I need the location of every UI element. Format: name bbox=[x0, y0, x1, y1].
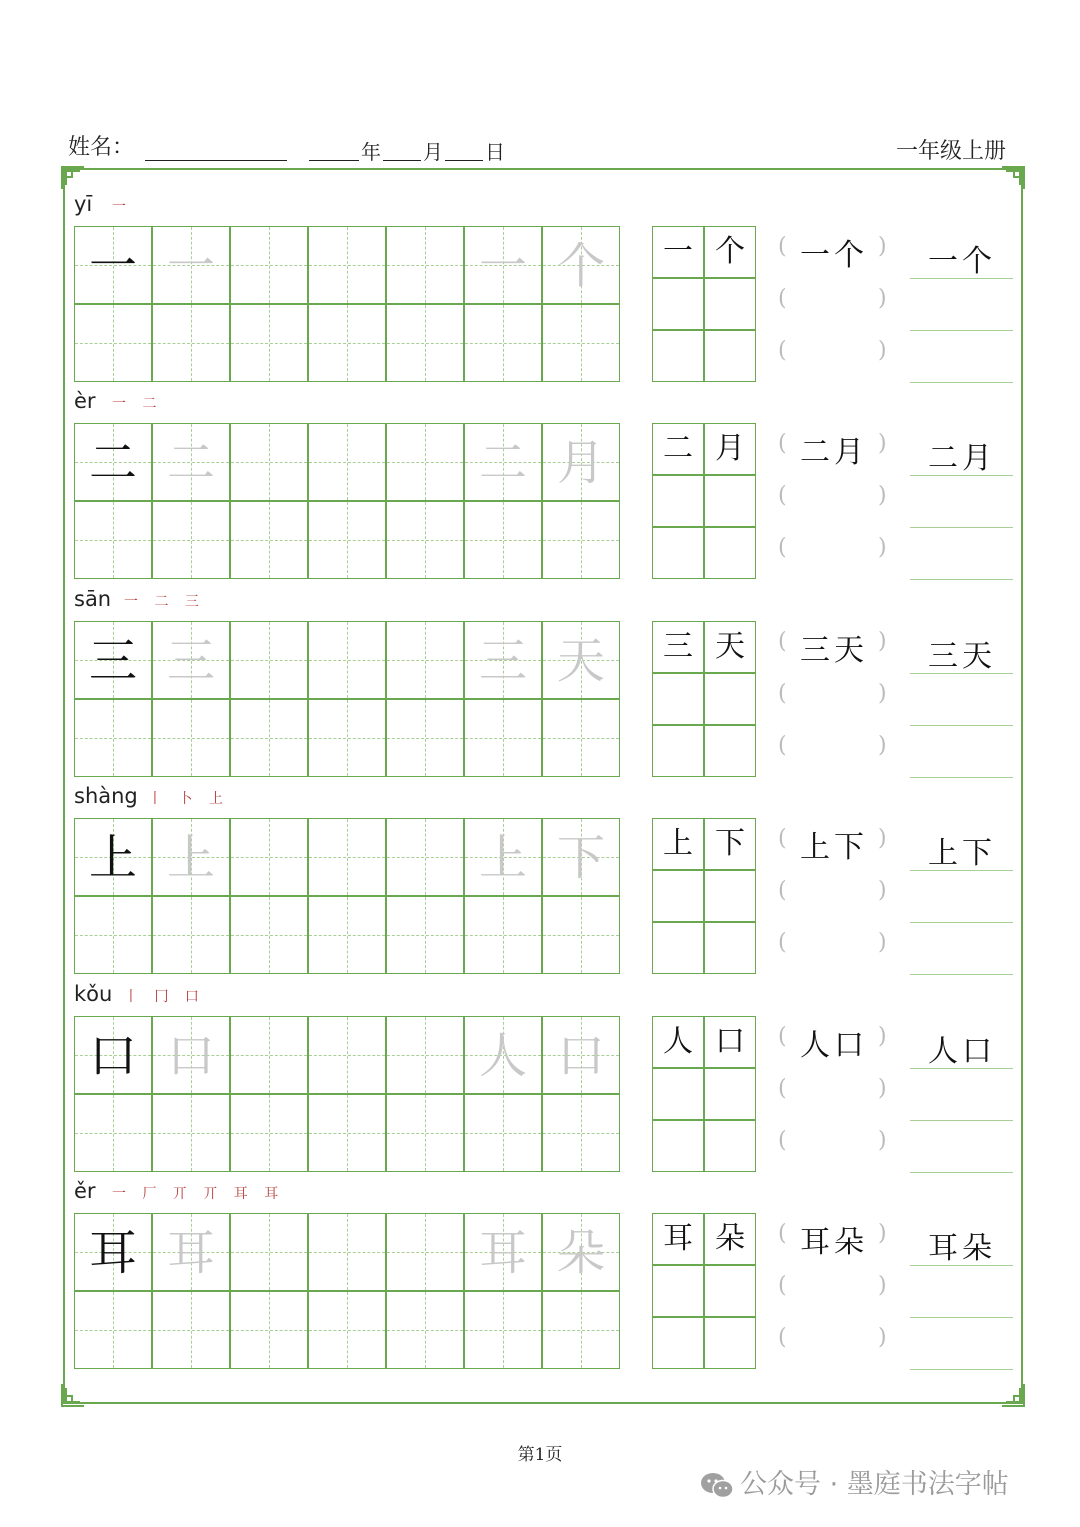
practice-cell[interactable] bbox=[464, 1094, 542, 1172]
cell-guide-horizontal bbox=[231, 857, 307, 858]
cell-guide-horizontal bbox=[231, 1330, 307, 1331]
model-character: 一 bbox=[88, 238, 137, 294]
cell-guide-horizontal bbox=[387, 1055, 463, 1056]
stroke-order: 一 厂 丌 丌 耳 耳 bbox=[112, 1186, 285, 1202]
paren-left: ( bbox=[778, 1273, 787, 1298]
cell-guide-horizontal bbox=[309, 1252, 385, 1253]
word-cell[interactable] bbox=[704, 330, 756, 382]
cell-guide-horizontal bbox=[465, 738, 541, 739]
word-cell[interactable] bbox=[652, 527, 704, 579]
paren-left: ( bbox=[778, 286, 787, 311]
practice-cell[interactable] bbox=[308, 304, 386, 382]
paren-left: ( bbox=[778, 878, 787, 903]
trace-word-first: 二 bbox=[478, 435, 527, 491]
cell-guide-horizontal bbox=[387, 462, 463, 463]
cell-guide-horizontal bbox=[231, 343, 307, 344]
paren-word: 三天 bbox=[800, 633, 868, 668]
word-cell[interactable] bbox=[704, 725, 756, 777]
cell-guide-horizontal bbox=[543, 935, 619, 936]
cell-guide-horizontal bbox=[387, 265, 463, 266]
practice-cell[interactable] bbox=[230, 1094, 308, 1172]
word-cell[interactable] bbox=[704, 673, 756, 725]
trace-word-second: 下 bbox=[556, 830, 605, 886]
cell-guide-horizontal bbox=[231, 935, 307, 936]
month-field[interactable] bbox=[383, 140, 421, 161]
word-cell[interactable] bbox=[652, 922, 704, 974]
cell-guide-horizontal bbox=[153, 1133, 229, 1134]
practice-cell[interactable] bbox=[308, 896, 386, 974]
writing-line[interactable] bbox=[910, 673, 1013, 674]
watermark bbox=[700, 1462, 1009, 1501]
cell-guide-horizontal bbox=[387, 1252, 463, 1253]
paren-right: ) bbox=[878, 1221, 887, 1246]
paren-right: ) bbox=[878, 483, 887, 508]
line-word: 三天 bbox=[928, 639, 996, 674]
paren-right: ) bbox=[878, 234, 887, 259]
month-label: 月 bbox=[423, 140, 443, 164]
practice-cell[interactable] bbox=[308, 423, 386, 501]
practice-cell[interactable] bbox=[542, 699, 620, 777]
writing-line[interactable] bbox=[910, 579, 1013, 580]
practice-cell[interactable] bbox=[308, 1094, 386, 1172]
practice-cell[interactable] bbox=[308, 818, 386, 896]
row-pinyin: yī bbox=[74, 192, 93, 216]
paren-left: ( bbox=[778, 629, 787, 654]
paren-left: ( bbox=[778, 1128, 787, 1153]
paren-left: ( bbox=[778, 431, 787, 456]
practice-cell[interactable] bbox=[386, 1213, 464, 1291]
cell-guide-horizontal bbox=[309, 857, 385, 858]
practice-cell[interactable] bbox=[152, 304, 230, 382]
paren-word: 人口 bbox=[800, 1028, 868, 1063]
practice-cell[interactable] bbox=[74, 501, 152, 579]
paren-right: ) bbox=[878, 733, 887, 758]
paren-left: ( bbox=[778, 338, 787, 363]
cell-guide-horizontal bbox=[153, 935, 229, 936]
practice-cell[interactable] bbox=[464, 501, 542, 579]
practice-cell[interactable] bbox=[152, 501, 230, 579]
word-cell[interactable] bbox=[652, 475, 704, 527]
paren-left: ( bbox=[778, 1076, 787, 1101]
word-cell-character: 二 bbox=[663, 431, 693, 466]
model-character: 耳 bbox=[88, 1225, 137, 1281]
practice-cell[interactable] bbox=[230, 1291, 308, 1369]
cell-guide-horizontal bbox=[153, 343, 229, 344]
practice-cell[interactable] bbox=[230, 1016, 308, 1094]
corner-ornament-bottom-right bbox=[1000, 1382, 1026, 1408]
paren-right: ) bbox=[878, 629, 887, 654]
word-cell-character: 个 bbox=[715, 234, 745, 269]
practice-cell[interactable] bbox=[464, 304, 542, 382]
word-cell-character: 上 bbox=[663, 826, 693, 861]
cell-guide-horizontal bbox=[309, 738, 385, 739]
trace-word-first: 三 bbox=[478, 633, 527, 689]
cell-guide-horizontal bbox=[231, 265, 307, 266]
cell-guide-horizontal bbox=[543, 540, 619, 541]
cell-guide-horizontal bbox=[231, 540, 307, 541]
word-cell[interactable] bbox=[652, 1068, 704, 1120]
cell-guide-horizontal bbox=[309, 1133, 385, 1134]
practice-cell[interactable] bbox=[386, 1094, 464, 1172]
row-pinyin: ěr bbox=[74, 1179, 96, 1203]
practice-cell[interactable] bbox=[230, 818, 308, 896]
cell-guide-horizontal bbox=[387, 660, 463, 661]
practice-cell[interactable] bbox=[308, 1291, 386, 1369]
practice-cell[interactable] bbox=[464, 1291, 542, 1369]
paren-left: ( bbox=[778, 681, 787, 706]
paren-word: 耳朵 bbox=[800, 1225, 868, 1260]
paren-right: ) bbox=[878, 431, 887, 456]
paren-left: ( bbox=[778, 483, 787, 508]
word-cell[interactable] bbox=[704, 1317, 756, 1369]
practice-cell[interactable] bbox=[542, 501, 620, 579]
paren-right: ) bbox=[878, 681, 887, 706]
paren-right: ) bbox=[878, 1273, 887, 1298]
cell-guide-horizontal bbox=[231, 462, 307, 463]
word-cell-character: 月 bbox=[715, 431, 745, 466]
practice-cell[interactable] bbox=[542, 304, 620, 382]
word-cell[interactable] bbox=[652, 870, 704, 922]
trace-character: 耳 bbox=[166, 1225, 215, 1281]
day-field[interactable] bbox=[445, 140, 483, 161]
trace-word-first: 上 bbox=[478, 830, 527, 886]
practice-cell[interactable] bbox=[386, 1291, 464, 1369]
practice-cell[interactable] bbox=[464, 699, 542, 777]
cell-guide-horizontal bbox=[231, 1133, 307, 1134]
writing-line[interactable] bbox=[910, 1369, 1013, 1370]
trace-word-second: 朵 bbox=[556, 1225, 605, 1281]
word-cell-character: 三 bbox=[663, 629, 693, 664]
model-character: 口 bbox=[88, 1028, 137, 1084]
practice-cell[interactable] bbox=[386, 226, 464, 304]
year-field[interactable] bbox=[309, 140, 359, 161]
wechat-icon bbox=[700, 1472, 734, 1500]
word-cell[interactable] bbox=[704, 475, 756, 527]
practice-cell[interactable] bbox=[464, 896, 542, 974]
cell-guide-horizontal bbox=[75, 1330, 151, 1331]
practice-cell[interactable] bbox=[230, 621, 308, 699]
cell-guide-horizontal bbox=[153, 1330, 229, 1331]
trace-character: 上 bbox=[166, 830, 215, 886]
practice-cell[interactable] bbox=[230, 1213, 308, 1291]
word-cell[interactable] bbox=[704, 922, 756, 974]
practice-cell[interactable] bbox=[308, 621, 386, 699]
cell-guide-horizontal bbox=[543, 1330, 619, 1331]
word-cell[interactable] bbox=[704, 870, 756, 922]
practice-cell[interactable] bbox=[308, 699, 386, 777]
word-cell[interactable] bbox=[652, 278, 704, 330]
writing-line[interactable] bbox=[910, 1172, 1013, 1173]
paren-left: ( bbox=[778, 234, 787, 259]
cell-guide-horizontal bbox=[387, 343, 463, 344]
cell-guide-horizontal bbox=[231, 1252, 307, 1253]
practice-cell[interactable] bbox=[230, 501, 308, 579]
writing-line[interactable] bbox=[910, 330, 1013, 331]
writing-line[interactable] bbox=[910, 1265, 1013, 1266]
cell-guide-horizontal bbox=[543, 1133, 619, 1134]
practice-cell[interactable] bbox=[386, 621, 464, 699]
trace-word-first: 一 bbox=[478, 238, 527, 294]
trace-word-first: 人 bbox=[478, 1028, 527, 1084]
word-cell[interactable] bbox=[704, 527, 756, 579]
practice-cell[interactable] bbox=[308, 1213, 386, 1291]
practice-cell[interactable] bbox=[386, 699, 464, 777]
cell-guide-horizontal bbox=[153, 738, 229, 739]
practice-cell[interactable] bbox=[308, 226, 386, 304]
cell-guide-horizontal bbox=[309, 343, 385, 344]
cell-guide-horizontal bbox=[231, 660, 307, 661]
paren-left: ( bbox=[778, 1221, 787, 1246]
word-cell[interactable] bbox=[704, 1068, 756, 1120]
trace-word-second: 口 bbox=[556, 1028, 605, 1084]
cell-guide-horizontal bbox=[465, 1330, 541, 1331]
practice-cell[interactable] bbox=[152, 896, 230, 974]
stroke-order: 丨 冂 口 bbox=[124, 989, 205, 1005]
writing-line[interactable] bbox=[910, 278, 1013, 279]
paren-left: ( bbox=[778, 733, 787, 758]
practice-cell[interactable] bbox=[230, 896, 308, 974]
practice-cell[interactable] bbox=[230, 699, 308, 777]
writing-line[interactable] bbox=[910, 725, 1013, 726]
writing-line[interactable] bbox=[910, 1120, 1013, 1121]
word-cell-character: 耳 bbox=[663, 1221, 693, 1256]
row-pinyin: shàng bbox=[74, 784, 138, 808]
word-cell[interactable] bbox=[704, 1120, 756, 1172]
word-cell[interactable] bbox=[652, 1120, 704, 1172]
writing-line[interactable] bbox=[910, 777, 1013, 778]
cell-guide-horizontal bbox=[231, 1055, 307, 1056]
practice-cell[interactable] bbox=[386, 1016, 464, 1094]
trace-character: 口 bbox=[166, 1028, 215, 1084]
line-word: 二月 bbox=[928, 441, 996, 476]
word-cell[interactable] bbox=[704, 278, 756, 330]
practice-cell[interactable] bbox=[74, 896, 152, 974]
cell-guide-horizontal bbox=[153, 540, 229, 541]
word-cell-character: 下 bbox=[715, 826, 745, 861]
word-cell[interactable] bbox=[652, 330, 704, 382]
practice-cell[interactable] bbox=[230, 226, 308, 304]
writing-line[interactable] bbox=[910, 922, 1013, 923]
cell-guide-horizontal bbox=[309, 462, 385, 463]
model-character: 三 bbox=[88, 633, 137, 689]
stroke-order: 丨 卜 上 bbox=[148, 791, 229, 807]
word-cell-character: 口 bbox=[715, 1024, 745, 1059]
practice-cell[interactable] bbox=[386, 304, 464, 382]
practice-cell[interactable] bbox=[386, 501, 464, 579]
line-word: 耳朵 bbox=[928, 1231, 996, 1266]
writing-line[interactable] bbox=[910, 475, 1013, 476]
row-pinyin: sān bbox=[74, 587, 112, 611]
practice-cell[interactable] bbox=[386, 423, 464, 501]
cell-guide-horizontal bbox=[309, 265, 385, 266]
paren-right: ) bbox=[878, 878, 887, 903]
paren-right: ) bbox=[878, 1128, 887, 1153]
line-word: 人口 bbox=[928, 1034, 996, 1069]
grade-label: 一年级上册 bbox=[896, 139, 1007, 164]
practice-cell[interactable] bbox=[152, 1094, 230, 1172]
paren-left: ( bbox=[778, 826, 787, 851]
year-label: 年 bbox=[361, 140, 381, 164]
word-cell-character: 人 bbox=[663, 1024, 693, 1059]
practice-cell[interactable] bbox=[308, 501, 386, 579]
word-cell[interactable] bbox=[652, 673, 704, 725]
word-cell[interactable] bbox=[652, 725, 704, 777]
cell-guide-horizontal bbox=[231, 738, 307, 739]
cell-guide-horizontal bbox=[75, 1133, 151, 1134]
cell-guide-horizontal bbox=[543, 343, 619, 344]
cell-guide-horizontal bbox=[309, 1055, 385, 1056]
writing-line[interactable] bbox=[910, 382, 1013, 383]
word-cell[interactable] bbox=[652, 1265, 704, 1317]
cell-guide-horizontal bbox=[387, 935, 463, 936]
writing-line[interactable] bbox=[910, 870, 1013, 871]
practice-cell[interactable] bbox=[230, 304, 308, 382]
paren-left: ( bbox=[778, 1024, 787, 1049]
cell-guide-horizontal bbox=[465, 343, 541, 344]
day-label: 日 bbox=[485, 140, 505, 164]
name-field[interactable] bbox=[145, 140, 287, 161]
trace-word-first: 耳 bbox=[478, 1225, 527, 1281]
paren-right: ) bbox=[878, 535, 887, 560]
practice-cell[interactable] bbox=[74, 699, 152, 777]
practice-cell[interactable] bbox=[386, 818, 464, 896]
cell-guide-horizontal bbox=[465, 540, 541, 541]
cell-guide-horizontal bbox=[75, 343, 151, 344]
practice-cell[interactable] bbox=[74, 304, 152, 382]
corner-ornament-top-left bbox=[60, 165, 86, 191]
paren-left: ( bbox=[778, 535, 787, 560]
cell-guide-horizontal bbox=[309, 935, 385, 936]
paren-right: ) bbox=[878, 1325, 887, 1350]
paren-word: 二月 bbox=[800, 435, 868, 470]
name-label: 姓名： bbox=[68, 135, 135, 160]
paren-right: ) bbox=[878, 826, 887, 851]
stroke-order: 一 二 三 bbox=[124, 594, 205, 610]
paren-right: ) bbox=[878, 286, 887, 311]
trace-word-second: 天 bbox=[556, 633, 605, 689]
word-cell[interactable] bbox=[652, 1317, 704, 1369]
model-character: 二 bbox=[88, 435, 137, 491]
practice-cell[interactable] bbox=[230, 423, 308, 501]
word-cell-character: 一 bbox=[663, 234, 693, 269]
cell-guide-horizontal bbox=[309, 540, 385, 541]
cell-guide-horizontal bbox=[387, 1133, 463, 1134]
writing-line[interactable] bbox=[910, 1068, 1013, 1069]
writing-line[interactable] bbox=[910, 527, 1013, 528]
stroke-order: 一 bbox=[112, 199, 132, 215]
paren-right: ) bbox=[878, 1024, 887, 1049]
practice-cell[interactable] bbox=[386, 896, 464, 974]
writing-line[interactable] bbox=[910, 974, 1013, 975]
word-cell-character: 朵 bbox=[715, 1221, 745, 1256]
cell-guide-horizontal bbox=[75, 540, 151, 541]
page-number: 第1页 bbox=[517, 1445, 563, 1465]
paren-right: ) bbox=[878, 1076, 887, 1101]
paren-left: ( bbox=[778, 930, 787, 955]
practice-cell[interactable] bbox=[152, 1291, 230, 1369]
practice-cell[interactable] bbox=[542, 896, 620, 974]
trace-word-second: 月 bbox=[556, 435, 605, 491]
practice-cell[interactable] bbox=[542, 1291, 620, 1369]
writing-line[interactable] bbox=[910, 1317, 1013, 1318]
practice-cell[interactable] bbox=[74, 1291, 152, 1369]
model-character: 上 bbox=[88, 830, 137, 886]
corner-ornament-top-right bbox=[1000, 165, 1026, 191]
word-cell-character: 天 bbox=[715, 629, 745, 664]
stroke-order: 一 二 bbox=[112, 396, 163, 412]
cell-guide-horizontal bbox=[75, 738, 151, 739]
cell-guide-horizontal bbox=[309, 660, 385, 661]
line-word: 一个 bbox=[928, 244, 996, 279]
paren-left: ( bbox=[778, 1325, 787, 1350]
paren-word: 一个 bbox=[800, 238, 868, 273]
cell-guide-horizontal bbox=[387, 738, 463, 739]
paren-word: 上下 bbox=[800, 830, 868, 865]
trace-word-second: 个 bbox=[556, 238, 605, 294]
row-pinyin: èr bbox=[74, 389, 96, 413]
corner-ornament-bottom-left bbox=[60, 1382, 86, 1408]
trace-character: 二 bbox=[166, 435, 215, 491]
row-pinyin: kǒu bbox=[74, 982, 113, 1006]
paren-right: ) bbox=[878, 338, 887, 363]
word-cell[interactable] bbox=[704, 1265, 756, 1317]
cell-guide-horizontal bbox=[465, 935, 541, 936]
watermark-text: 公众号 · 墨庭书法字帖 bbox=[740, 1469, 1009, 1500]
trace-character: 三 bbox=[166, 633, 215, 689]
line-word: 上下 bbox=[928, 836, 996, 871]
paren-right: ) bbox=[878, 930, 887, 955]
cell-guide-horizontal bbox=[465, 1133, 541, 1134]
practice-cell[interactable] bbox=[152, 699, 230, 777]
cell-guide-horizontal bbox=[387, 857, 463, 858]
practice-cell[interactable] bbox=[74, 1094, 152, 1172]
practice-cell[interactable] bbox=[308, 1016, 386, 1094]
cell-guide-horizontal bbox=[387, 1330, 463, 1331]
cell-guide-horizontal bbox=[387, 540, 463, 541]
cell-guide-horizontal bbox=[75, 935, 151, 936]
trace-character: 一 bbox=[166, 238, 215, 294]
practice-cell[interactable] bbox=[542, 1094, 620, 1172]
cell-guide-horizontal bbox=[309, 1330, 385, 1331]
cell-guide-horizontal bbox=[543, 738, 619, 739]
